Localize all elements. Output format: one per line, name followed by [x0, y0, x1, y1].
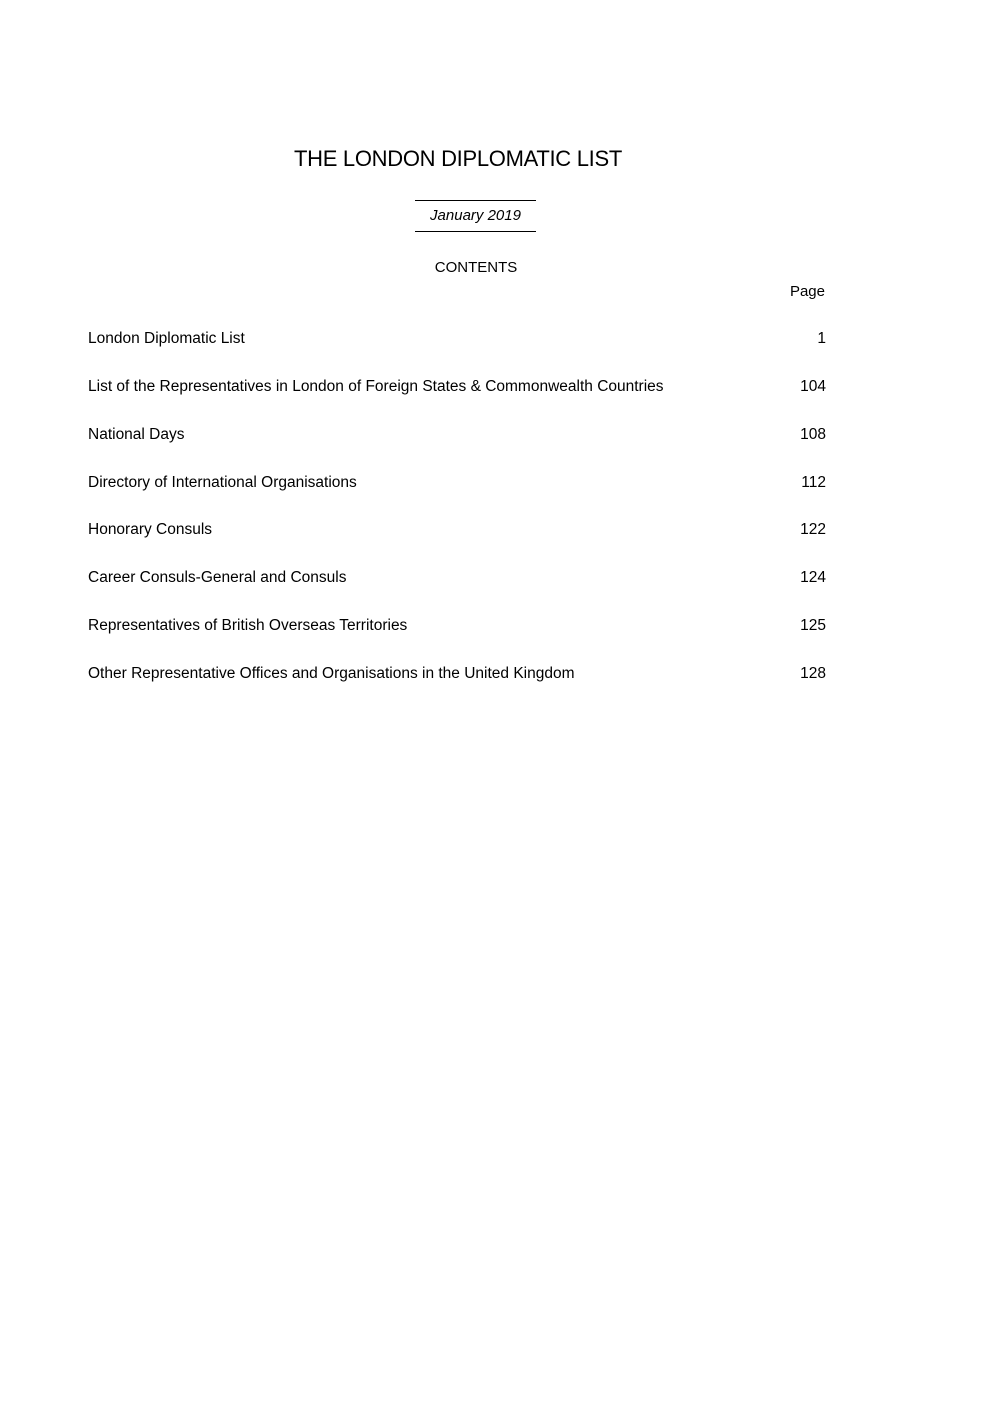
toc-entry-label: London Diplomatic List: [88, 330, 245, 347]
toc-entry-page: 125: [800, 617, 826, 634]
toc-entry: [88, 378, 826, 396]
toc-entry-page: 128: [800, 665, 826, 682]
toc-entry: [88, 569, 826, 587]
document-date: January 2019: [415, 200, 536, 232]
toc-entry-page: 1: [817, 330, 826, 347]
toc-entry-page: 124: [800, 569, 826, 586]
toc-entry-label: National Days: [88, 426, 185, 443]
toc-entry: [88, 521, 826, 539]
toc-entry-page: 104: [800, 378, 826, 395]
toc-entry: [88, 617, 826, 635]
toc-entry-label: Career Consuls-General and Consuls: [88, 569, 347, 586]
page-column-label: Page: [789, 283, 825, 300]
toc-entry-page: 122: [800, 521, 826, 538]
toc-entry-label: Honorary Consuls: [88, 521, 213, 538]
toc-entry: [88, 665, 826, 683]
toc-entry-label: Representatives of British Overseas Territories: [88, 617, 408, 634]
toc-entry: [88, 426, 826, 444]
toc-entry-page: 108: [800, 426, 826, 443]
toc-entry: [88, 474, 826, 492]
toc-entry-label: Other Representative Offices and Organisations in the United Kingdom: [88, 665, 575, 682]
toc-entry-page: 112: [801, 474, 826, 491]
toc-entry-label: Directory of International Organisations: [88, 474, 357, 491]
contents-heading: CONTENTS: [434, 259, 518, 276]
document-title: THE LONDON DIPLOMATIC LIST: [294, 146, 622, 171]
toc-entry: [88, 330, 826, 348]
toc-entry-label: List of the Representatives in London of Foreign States & Commonwealth Countries: [88, 378, 664, 395]
